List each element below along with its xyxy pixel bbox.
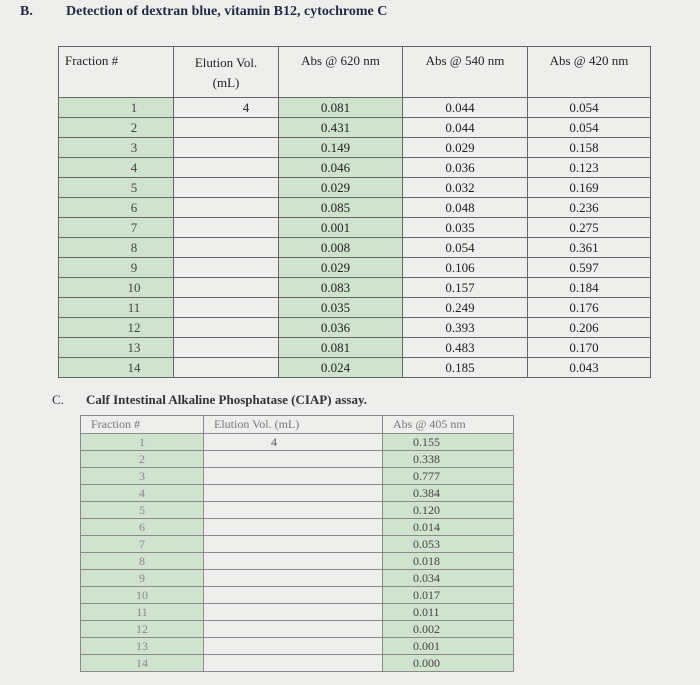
table-row: [81, 468, 514, 485]
fraction-cell: 6: [81, 519, 204, 536]
elution-cell: [174, 158, 279, 178]
fraction-cell: 12: [59, 318, 174, 338]
fraction-cell: 12: [81, 621, 204, 638]
elution-cell: [204, 604, 383, 621]
table-row: [81, 434, 514, 451]
abs-420-cell: 0.275: [528, 218, 651, 238]
abs-405-cell: 0.384: [383, 485, 514, 502]
ciap-assay-table: [80, 415, 514, 672]
elution-cell: [204, 570, 383, 587]
fraction-cell: 1: [59, 98, 174, 118]
fraction-cell: 11: [59, 298, 174, 318]
table-row: [59, 118, 651, 138]
fraction-cell: 2: [59, 118, 174, 138]
abs-420-cell: 0.236: [528, 198, 651, 218]
table-row: [81, 638, 514, 655]
elution-cell: [174, 358, 279, 378]
fraction-cell: 3: [81, 468, 204, 485]
fraction-cell: 5: [81, 502, 204, 519]
elution-cell: [174, 318, 279, 338]
abs-405-cell: 0.338: [383, 451, 514, 468]
abs-405-cell: 0.014: [383, 519, 514, 536]
fraction-cell: 4: [81, 485, 204, 502]
abs-540-cell: 0.044: [403, 98, 528, 118]
abs-620-cell: 0.081: [279, 338, 403, 358]
header-fraction: Fraction #: [59, 47, 174, 98]
abs-620-cell: 0.149: [279, 138, 403, 158]
table-row: [81, 553, 514, 570]
abs-405-cell: 0.017: [383, 587, 514, 604]
table-b-body: [59, 98, 651, 378]
fraction-cell: 7: [59, 218, 174, 238]
table-row: [81, 621, 514, 638]
fraction-cell: 10: [59, 278, 174, 298]
table-row: [59, 258, 651, 278]
elution-cell: [204, 519, 383, 536]
table-row: [81, 604, 514, 621]
elution-cell: [204, 451, 383, 468]
elution-cell: [174, 238, 279, 258]
elution-cell: [174, 338, 279, 358]
fraction-cell: 8: [59, 238, 174, 258]
abs-540-cell: 0.393: [403, 318, 528, 338]
table-row: [81, 485, 514, 502]
fraction-cell: 1: [81, 434, 204, 451]
abs-540-cell: 0.048: [403, 198, 528, 218]
abs-620-cell: 0.085: [279, 198, 403, 218]
abs-540-cell: 0.036: [403, 158, 528, 178]
abs-620-cell: 0.083: [279, 278, 403, 298]
fraction-cell: 5: [59, 178, 174, 198]
abs-540-cell: 0.054: [403, 238, 528, 258]
table-row: [59, 198, 651, 218]
header-abs-540: Abs @ 540 nm: [403, 47, 528, 98]
fraction-cell: 9: [59, 258, 174, 278]
fraction-cell: 14: [81, 655, 204, 672]
elution-cell: [174, 258, 279, 278]
elution-cell: [204, 502, 383, 519]
fraction-cell: 7: [81, 536, 204, 553]
abs-420-cell: 0.170: [528, 338, 651, 358]
section-b-title: Detection of dextran blue, vitamin B12, cytochrome C: [66, 4, 388, 19]
abs-405-cell: 0.011: [383, 604, 514, 621]
fraction-cell: 2: [81, 451, 204, 468]
header-elution-vol: Elution Vol. (mL): [204, 416, 383, 434]
elution-cell: 4: [204, 434, 383, 451]
table-row: [59, 178, 651, 198]
abs-540-cell: 0.483: [403, 338, 528, 358]
table-row: [59, 298, 651, 318]
table-row: [59, 278, 651, 298]
section-b-label: B.: [20, 4, 33, 19]
abs-620-cell: 0.029: [279, 258, 403, 278]
abs-405-cell: 0.155: [383, 434, 514, 451]
elution-cell: [204, 587, 383, 604]
abs-620-cell: 0.001: [279, 218, 403, 238]
table-row: [59, 98, 651, 118]
table-c-body: [81, 434, 514, 672]
table-row: [59, 238, 651, 258]
elution-cell: [174, 138, 279, 158]
fraction-cell: 8: [81, 553, 204, 570]
elution-cell: [204, 485, 383, 502]
abs-420-cell: 0.361: [528, 238, 651, 258]
abs-620-cell: 0.431: [279, 118, 403, 138]
elution-cell: [174, 118, 279, 138]
fraction-cell: 4: [59, 158, 174, 178]
fraction-cell: 13: [59, 338, 174, 358]
abs-540-cell: 0.157: [403, 278, 528, 298]
table-row: [81, 570, 514, 587]
elution-cell: [174, 218, 279, 238]
abs-420-cell: 0.184: [528, 278, 651, 298]
abs-620-cell: 0.029: [279, 178, 403, 198]
table-row: [81, 502, 514, 519]
dextran-absorbance-table: [58, 46, 651, 378]
elution-cell: [204, 655, 383, 672]
fraction-cell: 13: [81, 638, 204, 655]
abs-620-cell: 0.081: [279, 98, 403, 118]
abs-420-cell: 0.597: [528, 258, 651, 278]
elution-cell: [204, 536, 383, 553]
table-row: [81, 536, 514, 553]
abs-405-cell: 0.053: [383, 536, 514, 553]
abs-620-cell: 0.024: [279, 358, 403, 378]
section-c-label: C.: [52, 392, 64, 407]
elution-cell: [204, 638, 383, 655]
abs-405-cell: 0.001: [383, 638, 514, 655]
abs-420-cell: 0.206: [528, 318, 651, 338]
abs-405-cell: 0.018: [383, 553, 514, 570]
fraction-cell: 14: [59, 358, 174, 378]
abs-405-cell: 0.000: [383, 655, 514, 672]
abs-405-cell: 0.034: [383, 570, 514, 587]
table-row: [81, 519, 514, 536]
fraction-cell: 11: [81, 604, 204, 621]
elution-cell: [174, 278, 279, 298]
elution-cell: [204, 553, 383, 570]
abs-420-cell: 0.176: [528, 298, 651, 318]
table-header-row: [81, 416, 514, 434]
table-row: [81, 655, 514, 672]
elution-cell: [174, 178, 279, 198]
table-row: [59, 218, 651, 238]
abs-405-cell: 0.120: [383, 502, 514, 519]
header-elution-vol: [174, 47, 279, 98]
abs-420-cell: 0.054: [528, 98, 651, 118]
fraction-cell: 3: [59, 138, 174, 158]
fraction-cell: 9: [81, 570, 204, 587]
elution-cell: 4: [174, 98, 279, 118]
table-header-row: [59, 47, 651, 98]
table-row: [59, 338, 651, 358]
abs-420-cell: 0.054: [528, 118, 651, 138]
abs-420-cell: 0.158: [528, 138, 651, 158]
header-abs-405: Abs @ 405 nm: [383, 416, 514, 434]
abs-420-cell: 0.123: [528, 158, 651, 178]
table-row: [81, 587, 514, 604]
elution-cell: [174, 298, 279, 318]
abs-620-cell: 0.046: [279, 158, 403, 178]
header-abs-420: Abs @ 420 nm: [528, 47, 651, 98]
section-c-title: Calf Intestinal Alkaline Phosphatase (CIAP) assay.: [86, 392, 367, 407]
table-row: [81, 451, 514, 468]
abs-620-cell: 0.035: [279, 298, 403, 318]
abs-540-cell: 0.185: [403, 358, 528, 378]
abs-540-cell: 0.029: [403, 138, 528, 158]
abs-405-cell: 0.777: [383, 468, 514, 485]
abs-405-cell: 0.002: [383, 621, 514, 638]
abs-540-cell: 0.044: [403, 118, 528, 138]
table-row: [59, 158, 651, 178]
elution-cell: [204, 621, 383, 638]
abs-420-cell: 0.043: [528, 358, 651, 378]
abs-620-cell: 0.036: [279, 318, 403, 338]
fraction-cell: 6: [59, 198, 174, 218]
abs-620-cell: 0.008: [279, 238, 403, 258]
fraction-cell: 10: [81, 587, 204, 604]
abs-540-cell: 0.032: [403, 178, 528, 198]
abs-420-cell: 0.169: [528, 178, 651, 198]
abs-540-cell: 0.035: [403, 218, 528, 238]
abs-540-cell: 0.249: [403, 298, 528, 318]
table-row: [59, 358, 651, 378]
abs-540-cell: 0.106: [403, 258, 528, 278]
elution-cell: [204, 468, 383, 485]
header-abs-620: Abs @ 620 nm: [279, 47, 403, 98]
table-row: [59, 138, 651, 158]
table-row: [59, 318, 651, 338]
elution-cell: [174, 198, 279, 218]
header-fraction: Fraction #: [81, 416, 204, 434]
header-elution-vol-text: Elution Vol. (mL): [194, 55, 258, 90]
